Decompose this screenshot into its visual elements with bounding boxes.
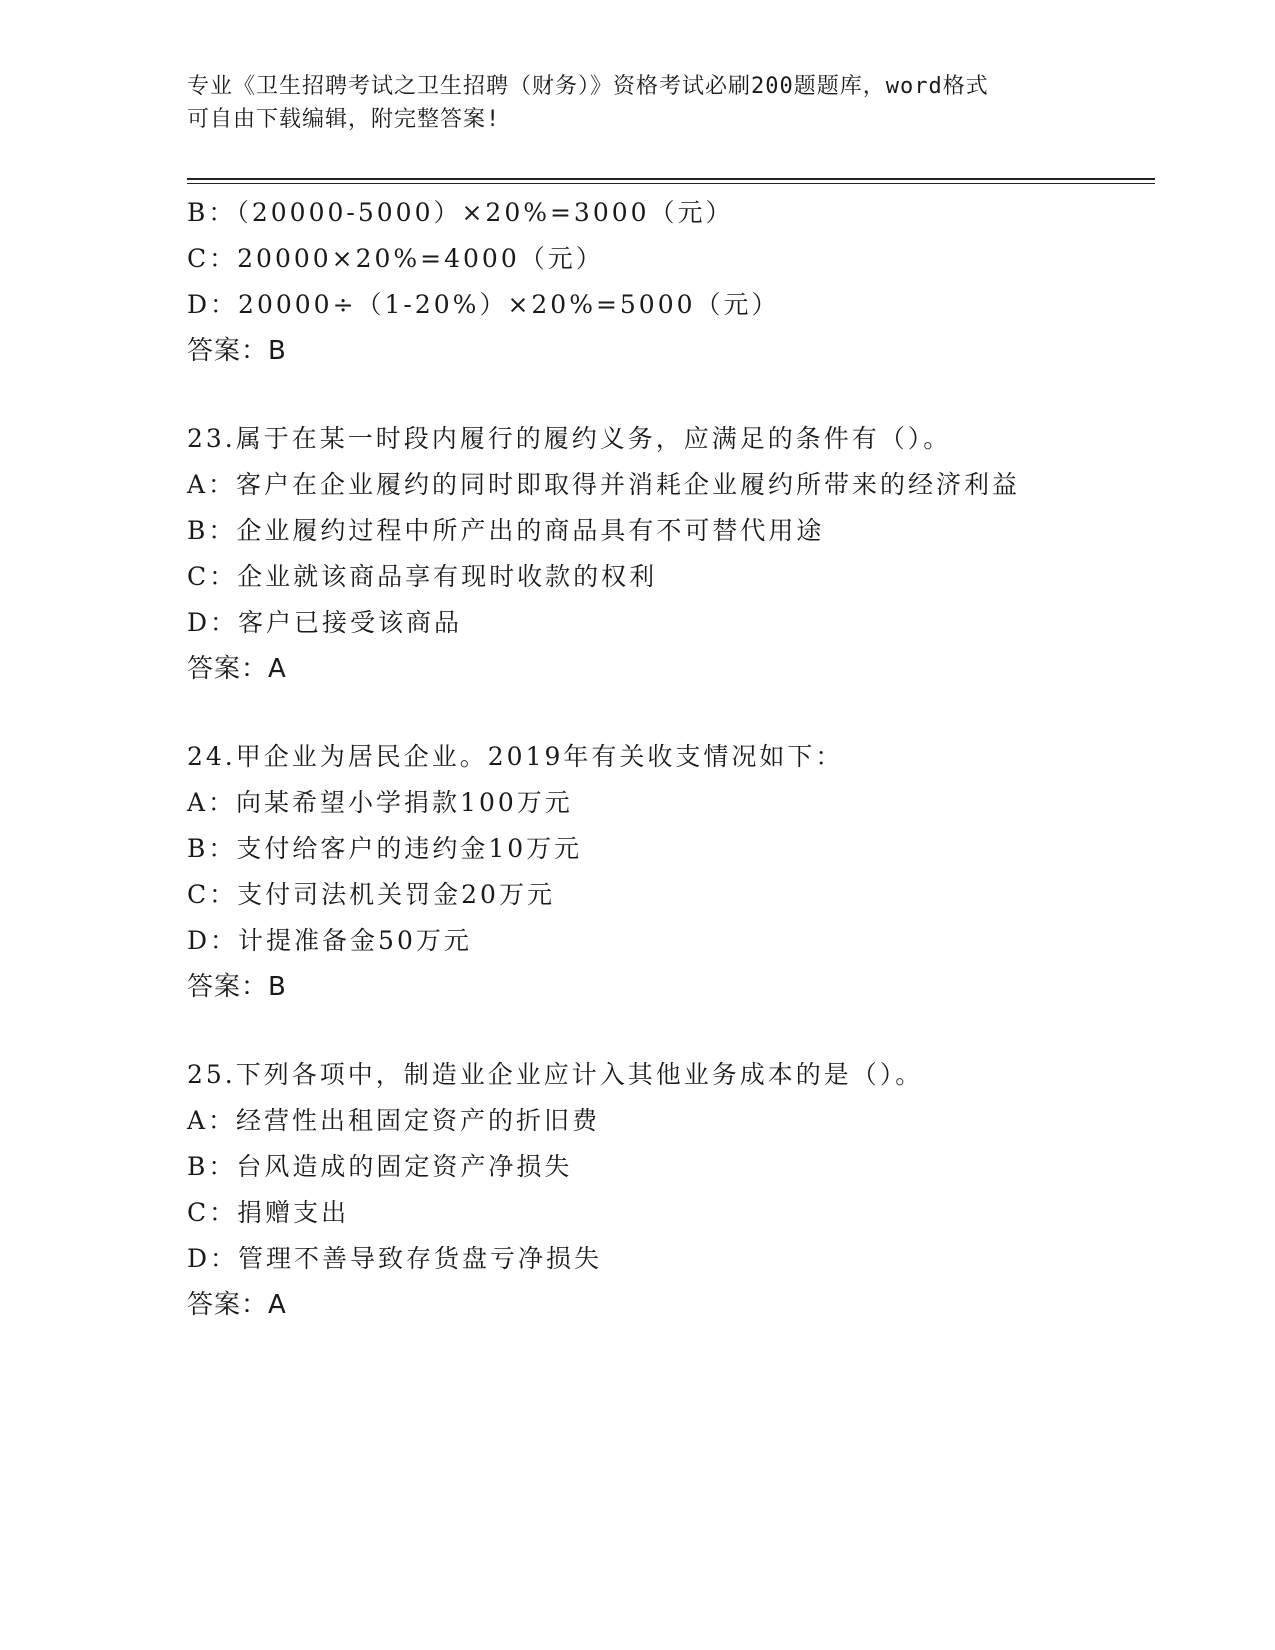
answer: 答案：B	[187, 336, 287, 366]
spacer	[187, 692, 1155, 734]
question-24	[187, 734, 1155, 1010]
question-23	[187, 416, 1155, 692]
option-c: C：捐赠支出	[187, 1198, 350, 1227]
question-stem: 24.甲企业为居民企业。2019年有关收支情况如下：	[187, 742, 844, 771]
option-a: A：向某希望小学捐款100万元	[187, 788, 573, 817]
answer: 答案：A	[187, 1290, 287, 1320]
question-25	[187, 1052, 1155, 1328]
option-d: D：客户已接受该商品	[187, 608, 463, 637]
answer: 答案：A	[187, 654, 287, 684]
header-divider-bottom	[187, 183, 1155, 184]
option-d: D：计提准备金50万元	[187, 926, 472, 955]
option-b: B：台风造成的固定资产净损失	[187, 1152, 573, 1181]
question-22-tail	[187, 190, 1155, 374]
document-header	[187, 70, 1087, 136]
option-b: B：企业履约过程中所产出的商品具有不可替代用途	[187, 516, 825, 545]
header-line-1: 专业《卫生招聘考试之卫生招聘（财务）》资格考试必刷200题题库，word格式	[187, 74, 989, 99]
header-line-2: 可自由下载编辑，附完整答案!	[187, 107, 501, 132]
header-divider-top	[187, 178, 1155, 180]
option-c: C：企业就该商品享有现时收款的权利	[187, 562, 658, 591]
question-stem: 25.下列各项中，制造业企业应计入其他业务成本的是（）。	[187, 1060, 924, 1089]
spacer	[187, 1010, 1155, 1052]
spacer	[187, 374, 1155, 416]
option-a: A：客户在企业履约的同时即取得并消耗企业履约所带来的经济利益	[187, 470, 1021, 499]
option-d: D：管理不善导致存货盘亏净损失	[187, 1244, 603, 1273]
answer: 答案：B	[187, 972, 287, 1002]
question-stem: 23.属于在某一时段内履行的履约义务，应满足的条件有（）。	[187, 424, 952, 453]
option-c: C：20000×20%=4000（元）	[187, 244, 604, 273]
option-d: D：20000÷（1-20%）×20%=5000（元）	[187, 290, 780, 319]
option-c: C：支付司法机关罚金20万元	[187, 880, 555, 909]
document-body	[187, 190, 1155, 1328]
option-b: B：（20000-5000）×20%=3000（元）	[187, 198, 734, 227]
option-a: A：经营性出租固定资产的折旧费	[187, 1106, 601, 1135]
option-b: B：支付给客户的违约金10万元	[187, 834, 583, 863]
